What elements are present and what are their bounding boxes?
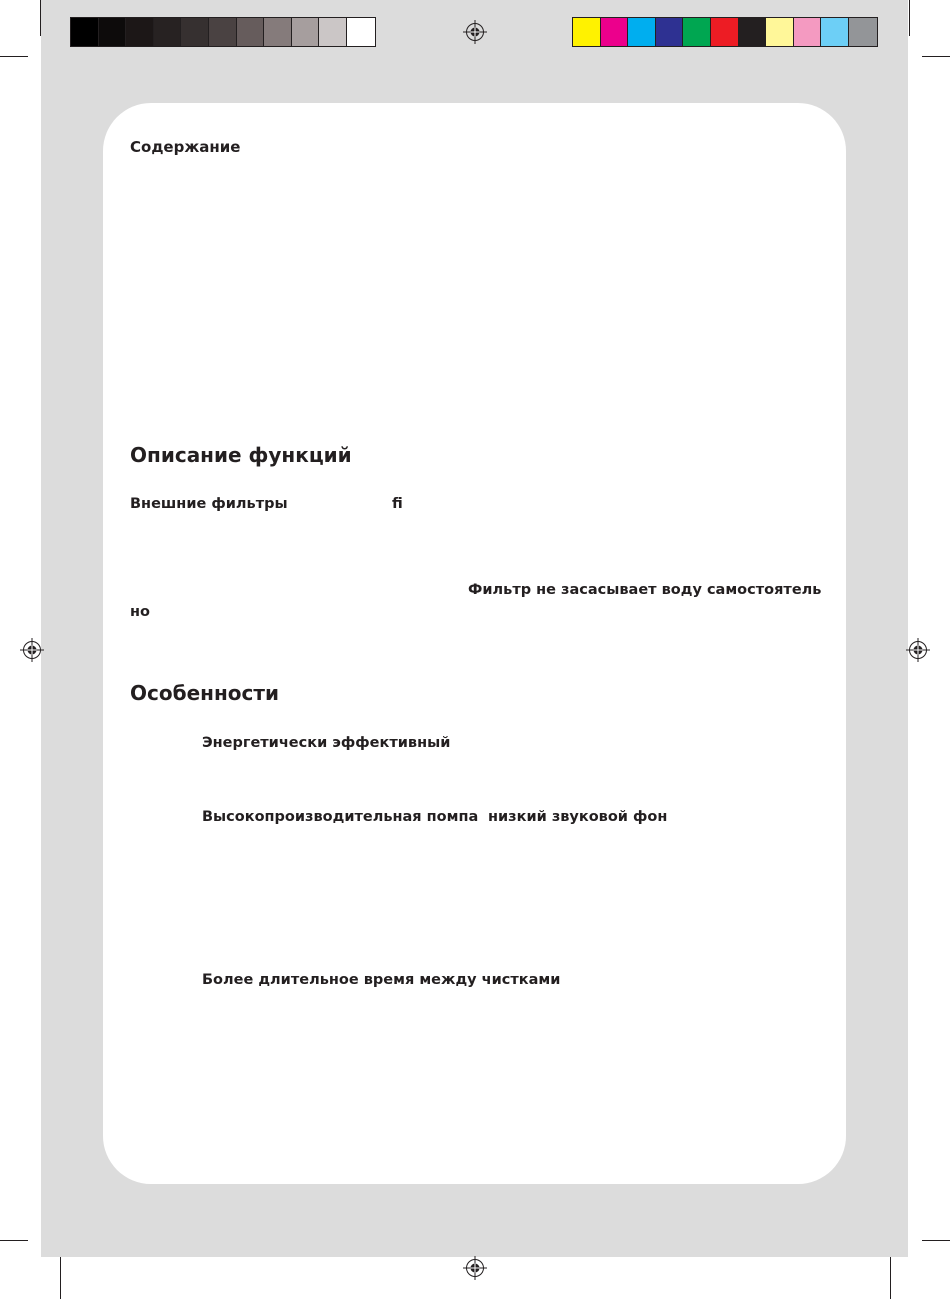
color-swatch bbox=[601, 18, 629, 46]
self-priming-note-line2: но bbox=[130, 604, 150, 620]
color-swatch bbox=[154, 18, 182, 46]
color-swatch bbox=[126, 18, 154, 46]
crop-mark-bottom-right-v bbox=[890, 1257, 891, 1299]
color-swatch bbox=[683, 18, 711, 46]
color-swatch bbox=[628, 18, 656, 46]
color-swatch bbox=[292, 18, 320, 46]
description-heading: Описание функций bbox=[130, 443, 352, 467]
color-swatch bbox=[264, 18, 292, 46]
contents-title: Содержание bbox=[130, 138, 241, 156]
color-swatch bbox=[181, 18, 209, 46]
crop-mark-top-left-h bbox=[0, 56, 28, 57]
feature-pump-part2: низкий звуковой фон bbox=[488, 809, 668, 825]
color-swatch bbox=[319, 18, 347, 46]
color-swatch bbox=[347, 18, 375, 46]
color-swatch bbox=[573, 18, 601, 46]
color-swatch bbox=[237, 18, 265, 46]
color-swatch bbox=[209, 18, 237, 46]
color-swatch bbox=[766, 18, 794, 46]
feature-energy: Энергетически эффективный bbox=[202, 735, 451, 751]
external-filters-heading: Внешние фильтры bbox=[130, 496, 288, 512]
color-swatch bbox=[821, 18, 849, 46]
page-sheet bbox=[103, 103, 846, 1184]
grayscale-color-bar bbox=[70, 17, 376, 47]
cmyk-color-bar bbox=[572, 17, 878, 47]
crop-mark-bottom-left-v bbox=[60, 1257, 61, 1299]
crop-mark-bottom-right-h bbox=[922, 1240, 950, 1241]
registration-mark-icon bbox=[906, 638, 930, 662]
feature-cleaning: Более длительное время между чистками bbox=[202, 972, 561, 988]
registration-mark-icon bbox=[463, 1256, 487, 1280]
crop-mark-top-right-h bbox=[922, 56, 950, 57]
feature-pump-part1: Высокопроизводительная помпа bbox=[202, 809, 479, 825]
ligature-fi: ﬁ bbox=[392, 496, 403, 512]
registration-mark-icon bbox=[20, 638, 44, 662]
color-swatch bbox=[739, 18, 767, 46]
color-swatch bbox=[656, 18, 684, 46]
crop-mark-top-right-v bbox=[909, 0, 910, 36]
registration-mark-icon bbox=[463, 20, 487, 44]
color-swatch bbox=[849, 18, 877, 46]
color-swatch bbox=[711, 18, 739, 46]
color-swatch bbox=[794, 18, 822, 46]
color-swatch bbox=[71, 18, 99, 46]
crop-mark-bottom-left-h bbox=[0, 1240, 28, 1241]
features-heading: Особенности bbox=[130, 681, 279, 705]
self-priming-note-line1: Фильтр не засасывает воду самостоятель bbox=[468, 582, 822, 598]
crop-mark-top-left-v bbox=[40, 0, 41, 36]
color-swatch bbox=[99, 18, 127, 46]
